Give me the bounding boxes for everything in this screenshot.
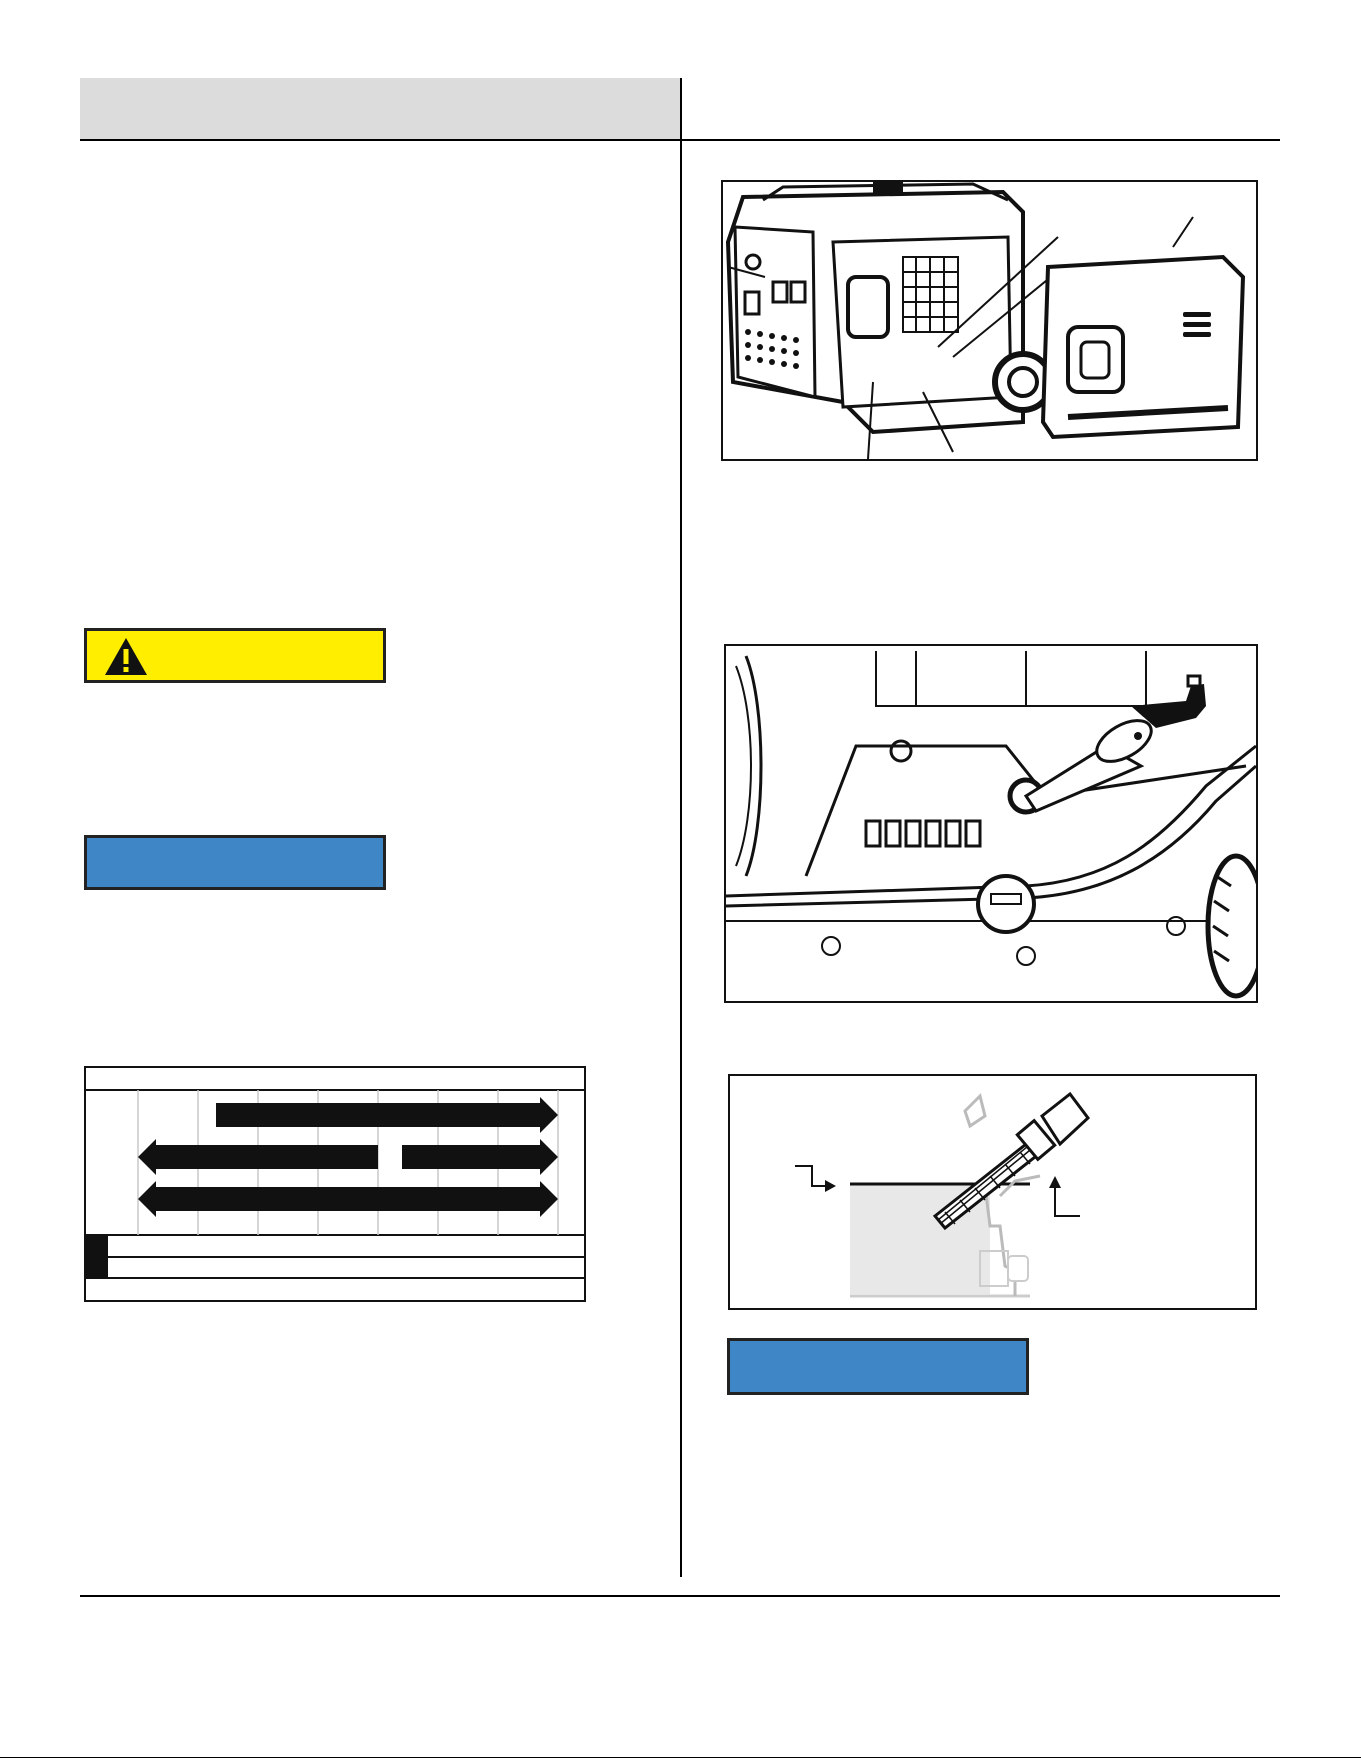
column-divider: [680, 78, 682, 1577]
chart-canvas: [86, 1068, 584, 1300]
chart-legend-swatch: [86, 1235, 108, 1278]
warning-triangle-icon: [101, 635, 151, 679]
oil-level-figure: [728, 1074, 1257, 1310]
panel-vent: [1183, 312, 1211, 337]
caution-callout: [84, 628, 386, 683]
dipstick: [935, 1094, 1088, 1228]
oil-fill-drawing: [726, 646, 1256, 1001]
oil-level-drawing: [730, 1076, 1255, 1308]
chart-range-bar: [402, 1139, 558, 1175]
chart-range-bar: [138, 1181, 558, 1217]
engine-ribs: [866, 821, 980, 846]
notice-callout: [84, 835, 386, 890]
level-arrow-icon: [795, 1166, 825, 1186]
generator-panel-figure: [721, 180, 1258, 461]
chart-range-bar: [216, 1097, 558, 1133]
level-arrow-icon: [1055, 1188, 1080, 1216]
section-header: [80, 78, 681, 139]
level-arrow-icon: [825, 1180, 836, 1192]
level-arrow-icon: [1049, 1176, 1061, 1188]
footer-rule: [80, 1595, 1280, 1597]
page-edge-rule: [0, 1757, 1361, 1758]
notice-callout-right: [727, 1338, 1029, 1395]
oil-viscosity-chart: [84, 1066, 586, 1302]
generator-panel-drawing: [723, 182, 1256, 459]
oil-fill-figure: [724, 644, 1258, 1003]
